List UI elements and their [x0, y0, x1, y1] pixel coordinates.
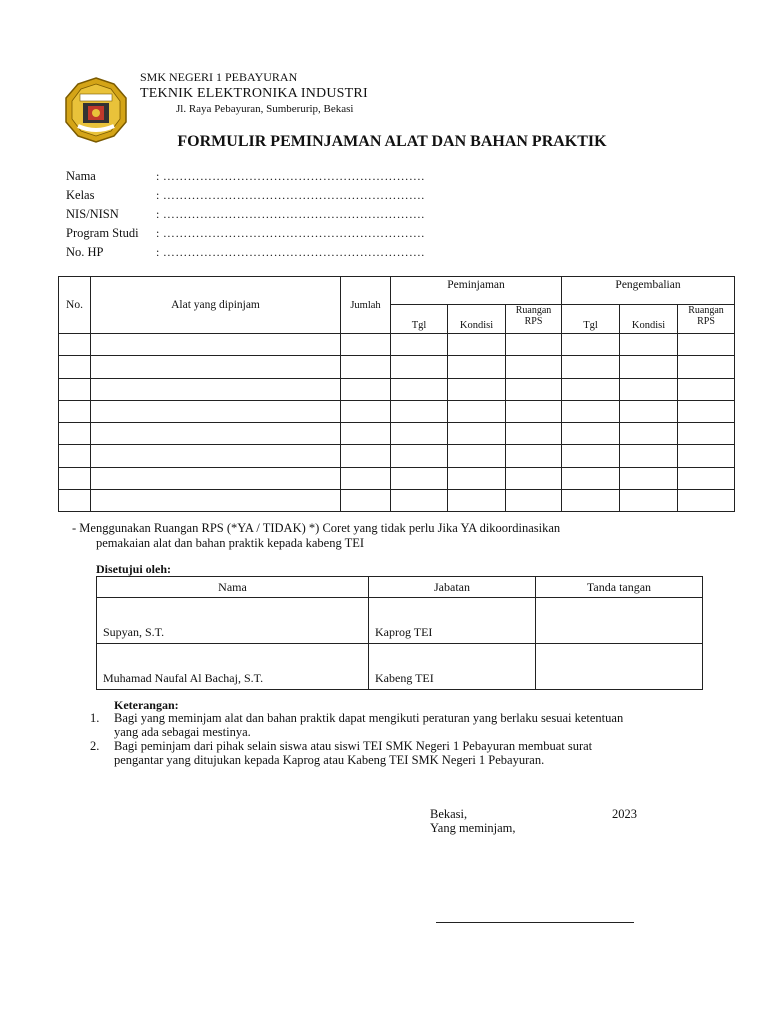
loan-table — [58, 276, 735, 512]
table-cell[interactable] — [448, 445, 506, 467]
table-cell[interactable] — [678, 423, 735, 445]
field-input-no-hp[interactable]: : ………………………………………………………. — [156, 245, 425, 259]
table-cell[interactable] — [91, 490, 341, 512]
table-cell[interactable] — [391, 378, 448, 400]
remark-text: Bagi yang meminjam alat dan bahan praktik dapat mengikuti peraturan yang berlaku sesuai ketentuan — [114, 711, 624, 725]
field-label-nama: Nama — [66, 169, 96, 183]
approval-col-signature: Tanda tangan — [536, 577, 703, 598]
table-cell[interactable] — [562, 400, 620, 422]
table-row — [59, 356, 735, 378]
table-cell[interactable] — [506, 423, 562, 445]
table-cell[interactable] — [391, 423, 448, 445]
table-cell[interactable] — [91, 378, 341, 400]
rps-note-line2: pemakaian alat dan bahan praktik kepada kabeng TEI — [96, 536, 365, 550]
approver-signature-box[interactable] — [536, 598, 703, 644]
table-cell[interactable] — [620, 445, 678, 467]
table-cell[interactable] — [91, 334, 341, 356]
table-cell[interactable] — [620, 490, 678, 512]
table-cell[interactable] — [341, 378, 391, 400]
table-cell[interactable] — [448, 490, 506, 512]
school-name: SMK NEGERI 1 PEBAYURAN — [140, 70, 298, 84]
ruangan-label: Ruangan — [688, 305, 724, 316]
approver-name: Muhamad Naufal Al Bachaj, S.T. — [97, 644, 369, 690]
table-cell[interactable] — [341, 334, 391, 356]
table-cell[interactable] — [506, 356, 562, 378]
table-cell[interactable] — [341, 356, 391, 378]
header-item: Alat yang dipinjam — [91, 277, 341, 334]
field-label-program-studi: Program Studi — [66, 226, 139, 240]
table-cell[interactable] — [391, 400, 448, 422]
table-cell[interactable] — [620, 467, 678, 489]
table-row — [59, 423, 735, 445]
approver-position: Kabeng TEI — [369, 644, 536, 690]
table-cell[interactable] — [341, 490, 391, 512]
table-row — [59, 400, 735, 422]
field-input-kelas[interactable]: : ………………………………………………………. — [156, 188, 425, 202]
table-cell[interactable] — [678, 356, 735, 378]
field-label-no-hp: No. HP — [66, 245, 104, 259]
table-cell[interactable] — [59, 445, 91, 467]
table-cell[interactable] — [91, 400, 341, 422]
table-row — [59, 334, 735, 356]
header-return-tgl: Tgl — [562, 305, 620, 334]
table-cell[interactable] — [506, 467, 562, 489]
rps-note-line1: - Menggunakan Ruangan RPS (*YA / TIDAK) *) Coret yang tidak perlu Jika YA dikoordinasikan — [72, 521, 561, 535]
remark-text: Bagi peminjam dari pihak selain siswa atau siswi TEI SMK Negeri 1 Pebayuran membuat surat — [114, 739, 593, 753]
table-cell[interactable] — [341, 467, 391, 489]
field-input-nis[interactable]: : ………………………………………………………. — [156, 207, 425, 221]
table-cell[interactable] — [59, 356, 91, 378]
field-input-program-studi[interactable]: : ………………………………………………………. — [156, 226, 425, 240]
header-return-ruangan — [678, 305, 735, 334]
table-cell[interactable] — [506, 334, 562, 356]
remark-text: pengantar yang ditujukan kepada Kaprog atau Kabeng TEI SMK Negeri 1 Pebayuran. — [114, 753, 545, 767]
table-cell[interactable] — [391, 467, 448, 489]
field-label-nis: NIS/NISN — [66, 207, 119, 221]
header-return-kondisi: Kondisi — [620, 305, 678, 334]
header-borrow: Peminjaman — [391, 277, 562, 305]
field-input-nama[interactable]: : ………………………………………………………. — [156, 169, 425, 183]
table-cell[interactable] — [59, 490, 91, 512]
table-cell[interactable] — [562, 356, 620, 378]
table-row — [59, 445, 735, 467]
table-row — [59, 378, 735, 400]
table-cell[interactable] — [678, 400, 735, 422]
table-cell[interactable] — [391, 490, 448, 512]
remarks-title: Keterangan: — [114, 698, 179, 712]
signature-city: Bekasi, — [430, 807, 468, 821]
header-borrow-tgl: Tgl — [391, 305, 448, 334]
table-cell[interactable] — [620, 356, 678, 378]
table-cell[interactable] — [391, 445, 448, 467]
table-cell[interactable] — [91, 423, 341, 445]
ruangan-label: Ruangan — [515, 305, 552, 316]
table-cell[interactable] — [562, 378, 620, 400]
table-cell[interactable] — [562, 467, 620, 489]
header-no: No. — [59, 277, 91, 334]
table-cell[interactable] — [59, 467, 91, 489]
approval-col-position: Jabatan — [369, 577, 536, 598]
table-cell[interactable] — [448, 467, 506, 489]
table-cell[interactable] — [448, 334, 506, 356]
remark-number: 2. — [90, 739, 100, 753]
approval-col-name: Nama — [97, 577, 369, 598]
table-cell[interactable] — [562, 334, 620, 356]
table-cell[interactable] — [59, 334, 91, 356]
signature-borrower-label: Yang meminjam, — [430, 821, 516, 835]
table-cell[interactable] — [620, 423, 678, 445]
table-cell[interactable] — [59, 423, 91, 445]
table-cell[interactable] — [562, 445, 620, 467]
signature-line[interactable] — [436, 922, 634, 923]
rps-label: RPS — [697, 316, 715, 327]
table-cell[interactable] — [391, 334, 448, 356]
table-cell[interactable] — [678, 467, 735, 489]
table-cell[interactable] — [620, 400, 678, 422]
table-cell[interactable] — [448, 400, 506, 422]
table-cell[interactable] — [91, 467, 341, 489]
table-cell[interactable] — [562, 490, 620, 512]
table-cell[interactable] — [59, 378, 91, 400]
form-title: FORMULIR PEMINJAMAN ALAT DAN BAHAN PRAKTIK — [177, 133, 607, 150]
table-cell[interactable] — [678, 445, 735, 467]
table-cell[interactable] — [91, 356, 341, 378]
rps-label: RPS — [524, 316, 543, 327]
header-qty: Jumlah — [341, 277, 391, 334]
table-cell[interactable] — [341, 400, 391, 422]
header-borrow-ruangan — [506, 305, 562, 334]
remark-text: yang ada sebagai mestinya. — [114, 725, 251, 739]
field-label-kelas: Kelas — [66, 188, 95, 202]
table-cell[interactable] — [506, 400, 562, 422]
remark-number: 1. — [90, 711, 100, 725]
signature-year: 2023 — [612, 807, 637, 821]
table-row — [59, 490, 735, 512]
table-row — [59, 467, 735, 489]
table-cell[interactable] — [678, 334, 735, 356]
table-cell[interactable] — [506, 378, 562, 400]
table-cell[interactable] — [91, 445, 341, 467]
table-cell[interactable] — [341, 423, 391, 445]
table-cell[interactable] — [562, 423, 620, 445]
table-cell[interactable] — [448, 378, 506, 400]
approver-name: Supyan, S.T. — [97, 598, 369, 644]
table-cell[interactable] — [678, 490, 735, 512]
table-cell[interactable] — [59, 400, 91, 422]
approval-table — [96, 576, 703, 690]
table-cell[interactable] — [391, 356, 448, 378]
table-cell[interactable] — [448, 423, 506, 445]
approver-signature-box[interactable] — [536, 644, 703, 690]
table-cell[interactable] — [506, 490, 562, 512]
department-name: TEKNIK ELEKTRONIKA INDUSTRI — [140, 86, 368, 101]
table-cell[interactable] — [678, 378, 735, 400]
table-cell[interactable] — [341, 445, 391, 467]
table-cell[interactable] — [620, 334, 678, 356]
table-cell[interactable] — [448, 356, 506, 378]
header-borrow-kondisi: Kondisi — [448, 305, 506, 334]
table-cell[interactable] — [620, 378, 678, 400]
table-cell[interactable] — [506, 445, 562, 467]
approval-label: Disetujui oleh: — [96, 562, 171, 576]
approver-position: Kaprog TEI — [369, 598, 536, 644]
header-return: Pengembalian — [562, 277, 735, 305]
school-address: Jl. Raya Pebayuran, Sumberurip, Bekasi — [176, 103, 354, 115]
